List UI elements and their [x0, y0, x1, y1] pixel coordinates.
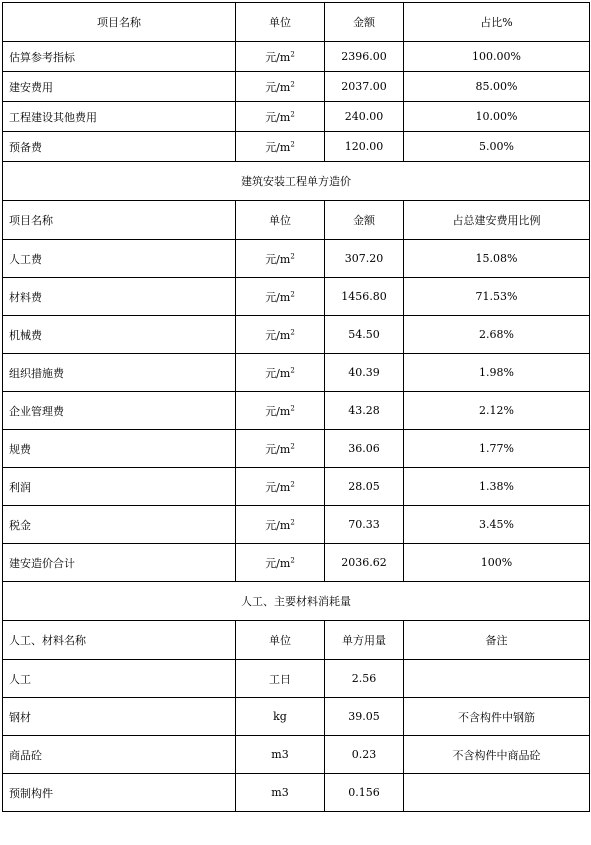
- row-note: 不含构件中钢筋: [404, 698, 590, 736]
- row-name: 预制构件: [3, 774, 236, 812]
- row-amount: 2396.00: [325, 42, 404, 72]
- row-amount: 1456.80: [325, 278, 404, 316]
- row-quantity: 0.23: [325, 736, 404, 774]
- row-unit: 工日: [236, 660, 325, 698]
- row-unit: 元$/m^2$: [236, 240, 325, 278]
- row-percent: 2.12%: [404, 392, 590, 430]
- table-row: [3, 430, 590, 468]
- row-name: 利润: [3, 468, 236, 506]
- table-row: [3, 42, 590, 72]
- column-header: 单位: [236, 3, 325, 42]
- row-note: [404, 660, 590, 698]
- table-header-row: [3, 201, 590, 240]
- table-row: [3, 468, 590, 506]
- row-name: 建安造价合计: [3, 544, 236, 582]
- row-name: 税金: [3, 506, 236, 544]
- table-row: [3, 354, 590, 392]
- row-name: 工程建设其他费用: [3, 102, 236, 132]
- row-unit: 元$/m^2$: [236, 102, 325, 132]
- row-amount: 2037.00: [325, 72, 404, 102]
- row-amount: 2036.62: [325, 544, 404, 582]
- table-row: [3, 132, 590, 162]
- table-row: [3, 240, 590, 278]
- column-header: 单位: [236, 621, 325, 660]
- row-unit: 元$/m^2$: [236, 316, 325, 354]
- table-row: [3, 316, 590, 354]
- column-header: 单方用量: [325, 621, 404, 660]
- row-unit: 元$/m^2$: [236, 506, 325, 544]
- row-amount: 70.33: [325, 506, 404, 544]
- row-note: [404, 774, 590, 812]
- table-row: [3, 392, 590, 430]
- table-row: [3, 698, 590, 736]
- row-percent: 3.45%: [404, 506, 590, 544]
- row-name: 机械费: [3, 316, 236, 354]
- row-amount: 54.50: [325, 316, 404, 354]
- table-row: [3, 660, 590, 698]
- row-unit: 元$/m^2$: [236, 468, 325, 506]
- table-header-row: [3, 621, 590, 660]
- row-name: 人工: [3, 660, 236, 698]
- column-header: 金额: [325, 3, 404, 42]
- row-unit: 元$/m^2$: [236, 354, 325, 392]
- row-name: 商品砼: [3, 736, 236, 774]
- row-quantity: 2.56: [325, 660, 404, 698]
- table-row: [3, 774, 590, 812]
- row-amount: 120.00: [325, 132, 404, 162]
- row-unit: 元$/m^2$: [236, 132, 325, 162]
- row-percent: 1.77%: [404, 430, 590, 468]
- row-name: 企业管理费: [3, 392, 236, 430]
- table-row: [3, 278, 590, 316]
- row-unit: 元$/m^2$: [236, 392, 325, 430]
- table-row: [3, 506, 590, 544]
- row-unit: 元$/m^2$: [236, 544, 325, 582]
- table-row: [3, 736, 590, 774]
- row-note: 不含构件中商品砼: [404, 736, 590, 774]
- row-name: 材料费: [3, 278, 236, 316]
- row-percent: 5.00%: [404, 132, 590, 162]
- row-unit: kg: [236, 698, 325, 736]
- column-header: 项目名称: [3, 3, 236, 42]
- row-unit: m3: [236, 774, 325, 812]
- row-percent: 15.08%: [404, 240, 590, 278]
- column-header: 金额: [325, 201, 404, 240]
- row-amount: 307.20: [325, 240, 404, 278]
- row-name: 组织措施费: [3, 354, 236, 392]
- row-quantity: 0.156: [325, 774, 404, 812]
- row-name: 钢材: [3, 698, 236, 736]
- row-name: 估算参考指标: [3, 42, 236, 72]
- table-header-row: [3, 3, 590, 42]
- row-name: 预备费: [3, 132, 236, 162]
- row-unit: 元$/m^2$: [236, 430, 325, 468]
- table-row: [3, 102, 590, 132]
- column-header: 占总建安费用比例: [404, 201, 590, 240]
- row-percent: 71.53%: [404, 278, 590, 316]
- row-percent: 1.98%: [404, 354, 590, 392]
- row-percent: 85.00%: [404, 72, 590, 102]
- column-header: 占比%: [404, 3, 590, 42]
- row-amount: 28.05: [325, 468, 404, 506]
- section-title-row: [3, 582, 590, 621]
- row-name: 建安费用: [3, 72, 236, 102]
- section-title: 建筑安装工程单方造价: [3, 162, 590, 201]
- row-amount: 43.28: [325, 392, 404, 430]
- row-percent: 10.00%: [404, 102, 590, 132]
- row-unit: 元$/m^2$: [236, 278, 325, 316]
- row-unit: 元$/m^2$: [236, 42, 325, 72]
- column-header: 备注: [404, 621, 590, 660]
- row-unit: m3: [236, 736, 325, 774]
- row-percent: 2.68%: [404, 316, 590, 354]
- section-title-row: [3, 162, 590, 201]
- row-amount: 240.00: [325, 102, 404, 132]
- row-quantity: 39.05: [325, 698, 404, 736]
- row-amount: 40.39: [325, 354, 404, 392]
- row-percent: 100%: [404, 544, 590, 582]
- row-unit: 元$/m^2$: [236, 72, 325, 102]
- row-name: 规费: [3, 430, 236, 468]
- column-header: 人工、材料名称: [3, 621, 236, 660]
- section-title: 人工、主要材料消耗量: [3, 582, 590, 621]
- row-name: 人工费: [3, 240, 236, 278]
- table-row: [3, 72, 590, 102]
- cost-estimate-table: [2, 2, 590, 812]
- column-header: 项目名称: [3, 201, 236, 240]
- row-percent: 100.00%: [404, 42, 590, 72]
- column-header: 单位: [236, 201, 325, 240]
- row-amount: 36.06: [325, 430, 404, 468]
- table-row-total: [3, 544, 590, 582]
- row-percent: 1.38%: [404, 468, 590, 506]
